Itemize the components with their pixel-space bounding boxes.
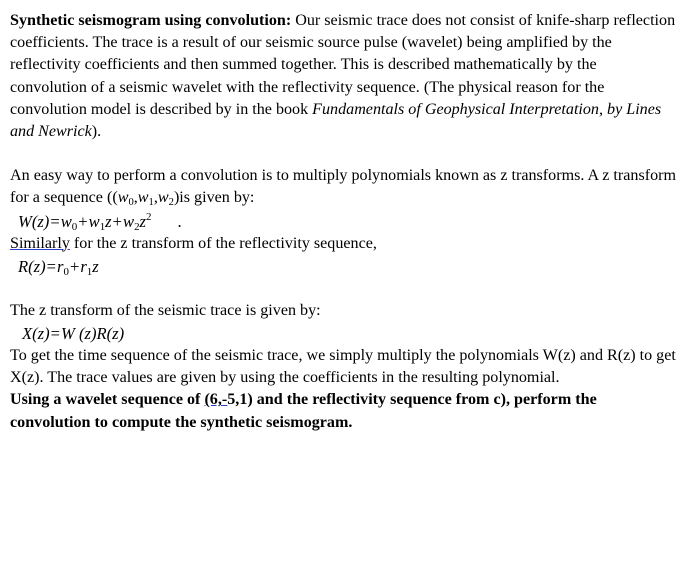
equation-reflectivity-ztransform <box>10 255 676 278</box>
eq-r-term2-sub: 1 <box>86 265 93 278</box>
sequence-sub-2: 2 <box>168 197 174 209</box>
spacer-1 <box>10 143 676 165</box>
task-marked-sequence: (6,- <box>204 391 228 409</box>
eq-w-lhs-var: W <box>18 211 32 231</box>
eq-x-lhs-arg: (z) <box>32 324 50 344</box>
sequence-close-paren: ) <box>173 189 180 207</box>
similarly-rest: for the z transform of the reflectivity sequence, <box>69 234 377 252</box>
trace-ztransform-text: The z transform of the seismic trace is given by: <box>10 301 321 319</box>
eq-w-term3-sup: 2 <box>146 210 152 223</box>
sequence-sub-1: 1 <box>148 197 154 209</box>
ztransform-text-b: is given by: <box>179 189 255 207</box>
eq-w-plus-2: + <box>112 211 122 231</box>
eq-x-equals: = <box>50 324 61 344</box>
eq-r-lhs-arg: (z) <box>28 256 46 276</box>
task-bold-a: Using a wavelet sequence of <box>10 391 205 409</box>
book-title: Fundamentals of Geophysical Interpretation, by Lines and Newrick <box>10 100 662 141</box>
eq-w-term3-base: w <box>122 211 135 231</box>
eq-r-equals: = <box>46 256 57 276</box>
eq-r-term1-base: r <box>57 256 64 276</box>
spacer-2 <box>10 278 676 300</box>
sequence-term-2: w <box>157 189 169 207</box>
eq-w-equals: = <box>50 211 60 231</box>
paragraph-task-instruction <box>10 389 676 433</box>
multiply-explain-text: To get the time sequence of the seismic trace, we simply multiply the polynomials W(z) and R(z) to get X(z). The trace values are given by using the coefficients in the resulting polynomial. <box>10 347 676 387</box>
eq-w-term3-sub: 2 <box>134 220 140 233</box>
intro-body-a: Our seismic trace does not consist of knife-sharp reflection coefficients. The trace is a result of our seismic source pulse (wavelet) being amplified by the reflectivity coefficients and then summed together. This is described mathematically by the convolution of a seismic wavelet with the reflectivity sequence. (The physical reason for the convolution model is described by in the book <box>10 12 676 118</box>
intro-lead-bold: Synthetic seismogram using convolution: <box>10 12 292 29</box>
eq-w-lhs-arg: (z) <box>31 211 50 231</box>
eq-x-lhs-var: X <box>22 324 33 344</box>
eq-w-plus-1: + <box>78 211 88 231</box>
intro-body-b: ). <box>91 123 102 141</box>
eq-x-rhs: W (z)R(z) <box>61 324 125 344</box>
ztransform-text-a: An easy way to perform a convolution is to multiply polynomials known as z transforms. A z transform for a sequence <box>10 167 676 207</box>
sequence-term-1: w <box>137 189 149 207</box>
paragraph-intro <box>10 10 676 143</box>
sequence-open-paren: (( <box>106 189 118 207</box>
equation-wavelet-ztransform <box>10 210 676 233</box>
eq-w-term2-z: z <box>105 211 112 231</box>
eq-w-term1-base: w <box>60 211 72 231</box>
paragraph-multiply-explain <box>10 345 676 389</box>
sequence-sep-1: , <box>153 189 158 207</box>
eq-w-term2-base: w <box>88 211 100 231</box>
eq-r-term1-sub: 0 <box>63 265 69 278</box>
paragraph-similarly <box>10 233 676 255</box>
paragraph-ztransform <box>10 165 676 209</box>
eq-w-trailing-period: . <box>177 211 182 231</box>
eq-r-term2-base: r <box>80 256 87 276</box>
similarly-marked-word: Similarly <box>10 234 70 252</box>
sequence-term-0: w <box>117 189 129 207</box>
eq-w-term2-sub: 1 <box>99 220 106 233</box>
sequence-notation <box>106 189 180 209</box>
eq-r-lhs-var: R <box>18 256 29 276</box>
eq-w-term1-sub: 0 <box>71 220 78 233</box>
eq-r-term2-z: z <box>92 256 99 276</box>
eq-w-term3-z: z <box>139 211 146 231</box>
eq-r-plus: + <box>69 256 80 276</box>
task-bold-b: 5,1) and the reflectivity sequence from c), perform the convolution to compute the synthetic seismogram. <box>10 391 597 431</box>
equation-trace-ztransform <box>10 322 676 345</box>
paragraph-trace-ztransform <box>10 300 676 322</box>
sequence-sep-0: , <box>133 189 138 207</box>
sequence-sub-0: 0 <box>128 197 134 209</box>
